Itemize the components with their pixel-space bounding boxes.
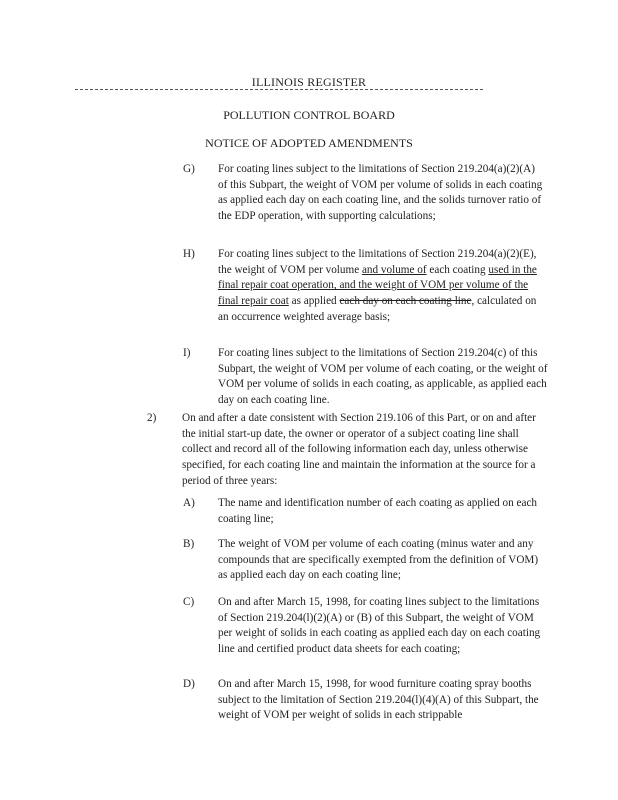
item-g-text: For coating lines subject to the limitations of Section 219.204(a)(2)(A) of this Subpart, the weight of VOM per volume of solids in each coating as applied each day on each coating line, and the solids turnover ratio of the EDP operation, with supporting calculations; (218, 163, 543, 223)
inserted-text: used in the final repair coat operation, and the weight of VOM per volume of the final repair coat (218, 263, 537, 308)
item-h-part2: each coating (426, 263, 489, 276)
item-marker-i: I) (183, 347, 191, 359)
item-marker-g: G) (183, 163, 195, 175)
deleted-text: each day on each coating line (339, 295, 472, 308)
item-i-text: For coating lines subject to the limitations of Section 219.204(c) of this Subpart, the weight of VOM per volume of each coating, or the weight of VOM per volume of solids in each coating, as applicable, as applied each day on each coating line. (218, 347, 548, 407)
item-marker-a: A) (183, 497, 195, 509)
register-title: ILLINOIS REGISTER (0, 75, 618, 90)
item-2-text: On and after a date consistent with Section 219.106 of this Part, or on and after the initial start-up date, the owner or operator of a subject coating line shall collect and record all of the following information each day, unless otherwise specified, for each coating line and maintain the information at the source for a period of three years: (182, 412, 536, 487)
item-marker-c: C) (183, 596, 195, 608)
item-a-text: The name and identification number of each coating as applied on each coating line; (218, 497, 538, 525)
item-b-text: The weight of VOM per volume of each coating (minus water and any compounds that are specifically exempted from the definition of VOM) as applied each day on each coating line; (218, 538, 539, 582)
notice-title: NOTICE OF ADOPTED AMENDMENTS (205, 136, 413, 150)
item-h-part1: For coating lines subject to the limitations of Section 219.204(a)(2)(E), the weight of VOM per volume (218, 248, 537, 276)
board-title: POLLUTION CONTROL BOARD (223, 108, 395, 122)
item-marker-h: H) (183, 248, 195, 260)
item-marker-d: D) (183, 678, 195, 690)
item-marker-2: 2) (147, 412, 157, 424)
inserted-text: and volume of (361, 263, 427, 276)
item-h-text (218, 247, 545, 326)
item-h-part4: , calculated on an occurrence weighted average basis; (218, 295, 537, 323)
item-d-text: On and after March 15, 1998, for wood furniture coating spray booths subject to the limitation of Section 219.204(l)(4)(A) of this Subpart, the weight of VOM per weight of solids in each strippable (218, 678, 539, 722)
item-c-text: On and after March 15, 1998, for coating lines subject to the limitations of Section 219.204(l)(2)(A) or (B) of this Subpart, the weight of VOM per weight of solids in each coating as applied each day on each coating line and certified product data sheets for each coating; (218, 596, 541, 656)
item-h-part3: as applied (288, 295, 340, 308)
item-marker-b: B) (183, 538, 195, 550)
